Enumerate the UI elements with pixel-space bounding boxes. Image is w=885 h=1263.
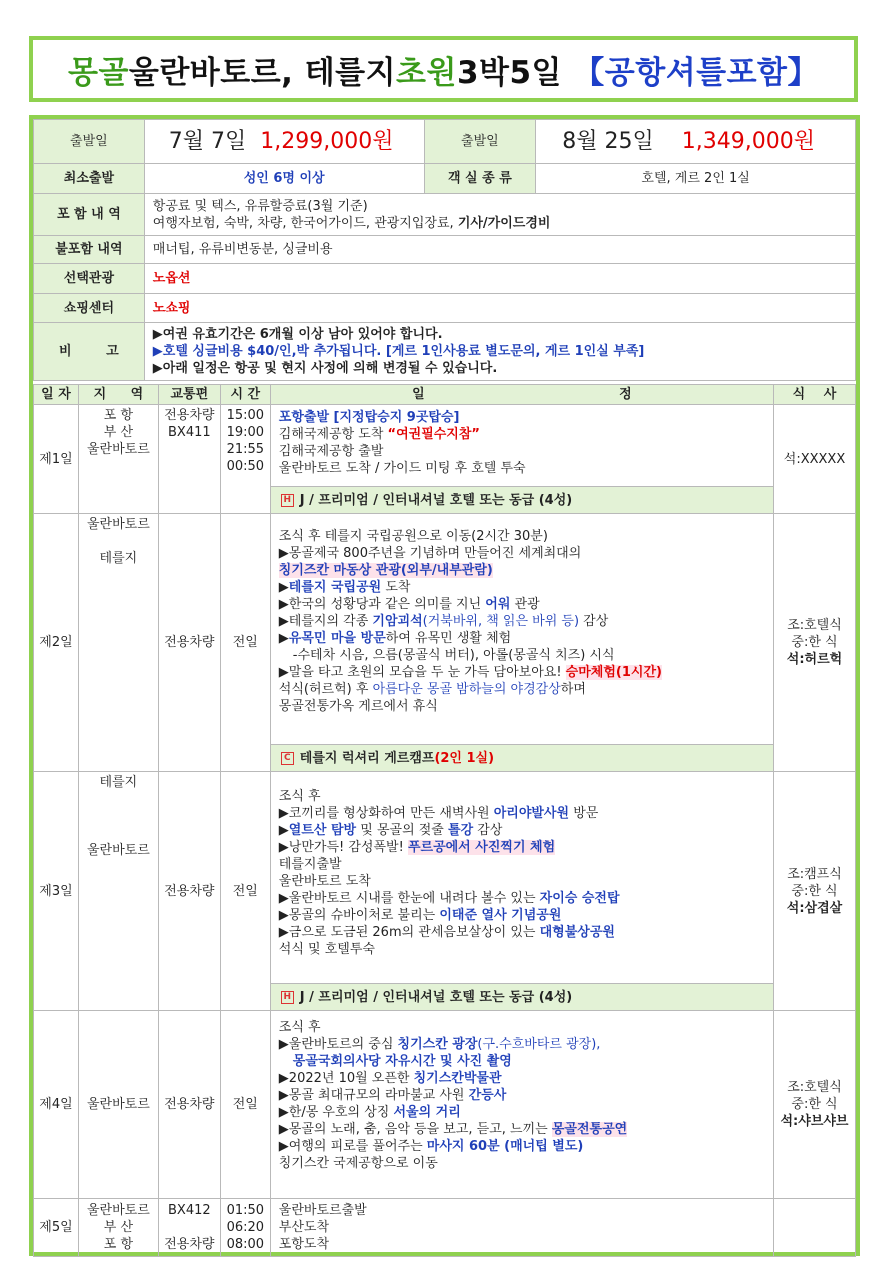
itinerary-table xyxy=(33,384,856,1257)
day1-hotel: H J / 프리미엄 / 인터내셔널 호텔 또는 동급 (4성) xyxy=(270,487,773,514)
info-table xyxy=(33,119,856,381)
header-meal: 식 사 xyxy=(774,385,856,405)
depart-row xyxy=(34,120,856,164)
day5-schedule: 울란바토르출발 부산도착 포항도착 xyxy=(270,1199,773,1257)
room-value: 호텔, 게르 2인 1실 xyxy=(536,164,856,194)
camp-icon: C xyxy=(281,752,294,765)
depart-date-2: 8월 25일 1,349,000원 xyxy=(536,120,856,164)
price-2: 1,349,000원 xyxy=(681,129,815,154)
day3-transport: 전용차량 xyxy=(158,772,220,1011)
day5-label: 제5일 xyxy=(34,1199,79,1257)
min-value: 성인 6명 이상 xyxy=(144,164,424,194)
day5-transport: BX412 전용차량 xyxy=(158,1199,220,1257)
header-row xyxy=(34,385,856,405)
opt-value: 노옵션 xyxy=(144,264,855,294)
min-label: 최소출발 xyxy=(34,164,145,194)
day1-row xyxy=(34,405,856,487)
day2-region: 울란바토르 테를지 xyxy=(78,514,158,772)
note-label: 비 고 xyxy=(34,323,145,381)
day3-region: 테를지 울란바토르 xyxy=(78,772,158,1011)
day5-row xyxy=(34,1199,856,1257)
incl-value: 항공료 및 텍스, 유류할증료(3월 기준) 여행자보험, 숙박, 차량, 한국어가이드, 관광지입장료, 기사/가이드경비 xyxy=(144,194,855,236)
incl-row xyxy=(34,194,856,236)
day4-meal: 조:호텔식 중:한 식 석:샤브샤브 xyxy=(774,1011,856,1199)
day3-label: 제3일 xyxy=(34,772,79,1011)
header-transport: 교통편 xyxy=(158,385,220,405)
header-schedule: 일 정 xyxy=(270,385,773,405)
day5-times: 01:50 06:20 08:00 xyxy=(220,1199,270,1257)
day3-hotel: H J / 프리미엄 / 인터내셔널 호텔 또는 동급 (4성) xyxy=(270,984,773,1011)
day2-hotel: C 테를지 럭셔리 게르캠프(2인 1실) xyxy=(270,745,773,772)
day4-row xyxy=(34,1011,856,1199)
day1-label: 제1일 xyxy=(34,405,79,514)
day2-meal: 조:호텔식 중:한 식 석:허르헉 xyxy=(774,514,856,772)
day2-row xyxy=(34,514,856,745)
day3-time: 전일 xyxy=(220,772,270,1011)
price-1: 1,299,000원 xyxy=(260,129,394,154)
depart-date-1: 7월 7일 1,299,000원 xyxy=(144,120,424,164)
day2-label: 제2일 xyxy=(34,514,79,772)
day2-time: 전일 xyxy=(220,514,270,772)
header-region: 지 역 xyxy=(78,385,158,405)
day5-meal xyxy=(774,1199,856,1257)
shop-label: 쇼핑센터 xyxy=(34,294,145,323)
note-value: ▶여권 유효기간은 6개월 이상 남아 있어야 합니다. ▶호텔 싱글비용 $40/인,박 추가됩니다. [게르 1인사용료 별도문의, 게르 1인실 부족] ▶아래 일정은 항공 및 현지 사정에 의해 변경될 수 있습니다. xyxy=(144,323,855,381)
shop-value: 노쇼핑 xyxy=(144,294,855,323)
room-label: 객 실 종 류 xyxy=(424,164,536,194)
excl-row xyxy=(34,236,856,264)
opt-label: 선택관광 xyxy=(34,264,145,294)
depart-label: 출발일 xyxy=(34,120,145,164)
day1-meal: 석:XXXXX xyxy=(774,405,856,514)
day4-transport: 전용차량 xyxy=(158,1011,220,1199)
day3-schedule: 조식 후 ▶코끼리를 형상화하여 만든 새벽사원 아리야발사원 방문 ▶열트산 탐방 및 몽골의 젖줄 톨강 감상 ▶낭만가득! 감성폭발! 푸르공에서 사진찍기 체험 테를지출발 울란바토르 도착 ▶울란바토르 시내를 한눈에 내려다 볼수 있는 자이승 승전탑 ▶몽골의 슈바이처로 불리는 이태준 열사 기념공원 ▶금으로 도금된 26m의 관세음보살상이 있는 대형불상공원 석식 및 호텔투숙 xyxy=(270,772,773,984)
header-time: 시 간 xyxy=(220,385,270,405)
day4-schedule: 조식 후 ▶울란바토르의 중심 칭기스칸 광장(구.수흐바타르 광장), 몽골국회의사당 자유시간 및 사진 촬영 ▶2022년 10월 오픈한 칭기스칸박물관 ▶몽골 최대규모의 라마불교 사원 간등사 ▶한/몽 우호의 상징 서울의 거리 ▶몽골의 노래, 춤, 음악 등을 보고, 듣고, 느끼는 몽골전통공연 ▶여행의 피로를 풀어주는 마사지 60분 (매너팁 별도) 칭기스칸 국제공항으로 이동 xyxy=(270,1011,773,1199)
day5-region: 울란바토르 부 산 포 항 xyxy=(78,1199,158,1257)
day1-times: 15:00 19:00 21:55 00:50 xyxy=(220,405,270,514)
day4-label: 제4일 xyxy=(34,1011,79,1199)
hotel-icon: H xyxy=(281,991,294,1004)
day2-transport: 전용차량 xyxy=(158,514,220,772)
page-title: 몽골 울란바토르, 테를지 초원 3박5일 【공항셔틀포함】 xyxy=(29,36,858,102)
excl-label: 불포함 내역 xyxy=(34,236,145,264)
day1-transport: 전용차량 BX411 xyxy=(158,405,220,514)
day4-region: 울란바토르 xyxy=(78,1011,158,1199)
day3-meal: 조:캠프식 중:한 식 석:삼겹살 xyxy=(774,772,856,1011)
opt-row xyxy=(34,264,856,294)
day2-schedule: 조식 후 테를지 국립공원으로 이동(2시간 30분) ▶몽골제국 800주년을 기념하며 만들어진 세계최대의 칭기즈칸 마동상 관광(외부/내부관람) ▶테를지 국립공원 도착 ▶한국의 성황당과 같은 의미를 지닌 어워 관광 ▶테를지의 각종 기암괴석(거북바위, 책 읽은 바위 등) 감상 ▶유목민 마을 방문하여 유목민 생활 체험 -수테차 시음, 으름(몽골식 버터), 아롤(몽골식 치즈) 시식 ▶말을 타고 초원의 모습을 두 눈 가득 담아보아요! 승마체험(1시간) 석식(허르헉) 후 아름다운 몽골 밤하늘의 야경감상하며 몽골전통가옥 게르에서 휴식 xyxy=(270,514,773,745)
incl-label: 포 함 내 역 xyxy=(34,194,145,236)
min-row xyxy=(34,164,856,194)
header-day: 일 자 xyxy=(34,385,79,405)
day4-time: 전일 xyxy=(220,1011,270,1199)
note-row xyxy=(34,323,856,381)
shop-row xyxy=(34,294,856,323)
depart-label-2: 출발일 xyxy=(424,120,536,164)
day1-schedule: 포항출발 [지정탑승지 9곳탑승] 김해국제공항 도착 “여권필수지참” 김해국제공항 출발 울란바토르 도착 / 가이드 미팅 후 호텔 투숙 xyxy=(270,405,773,487)
day1-region: 포 항 부 산 울란바토르 xyxy=(78,405,158,514)
day3-row xyxy=(34,772,856,984)
excl-value: 매너팁, 유류비변동분, 싱글비용 xyxy=(144,236,855,264)
hotel-icon: H xyxy=(281,494,294,507)
